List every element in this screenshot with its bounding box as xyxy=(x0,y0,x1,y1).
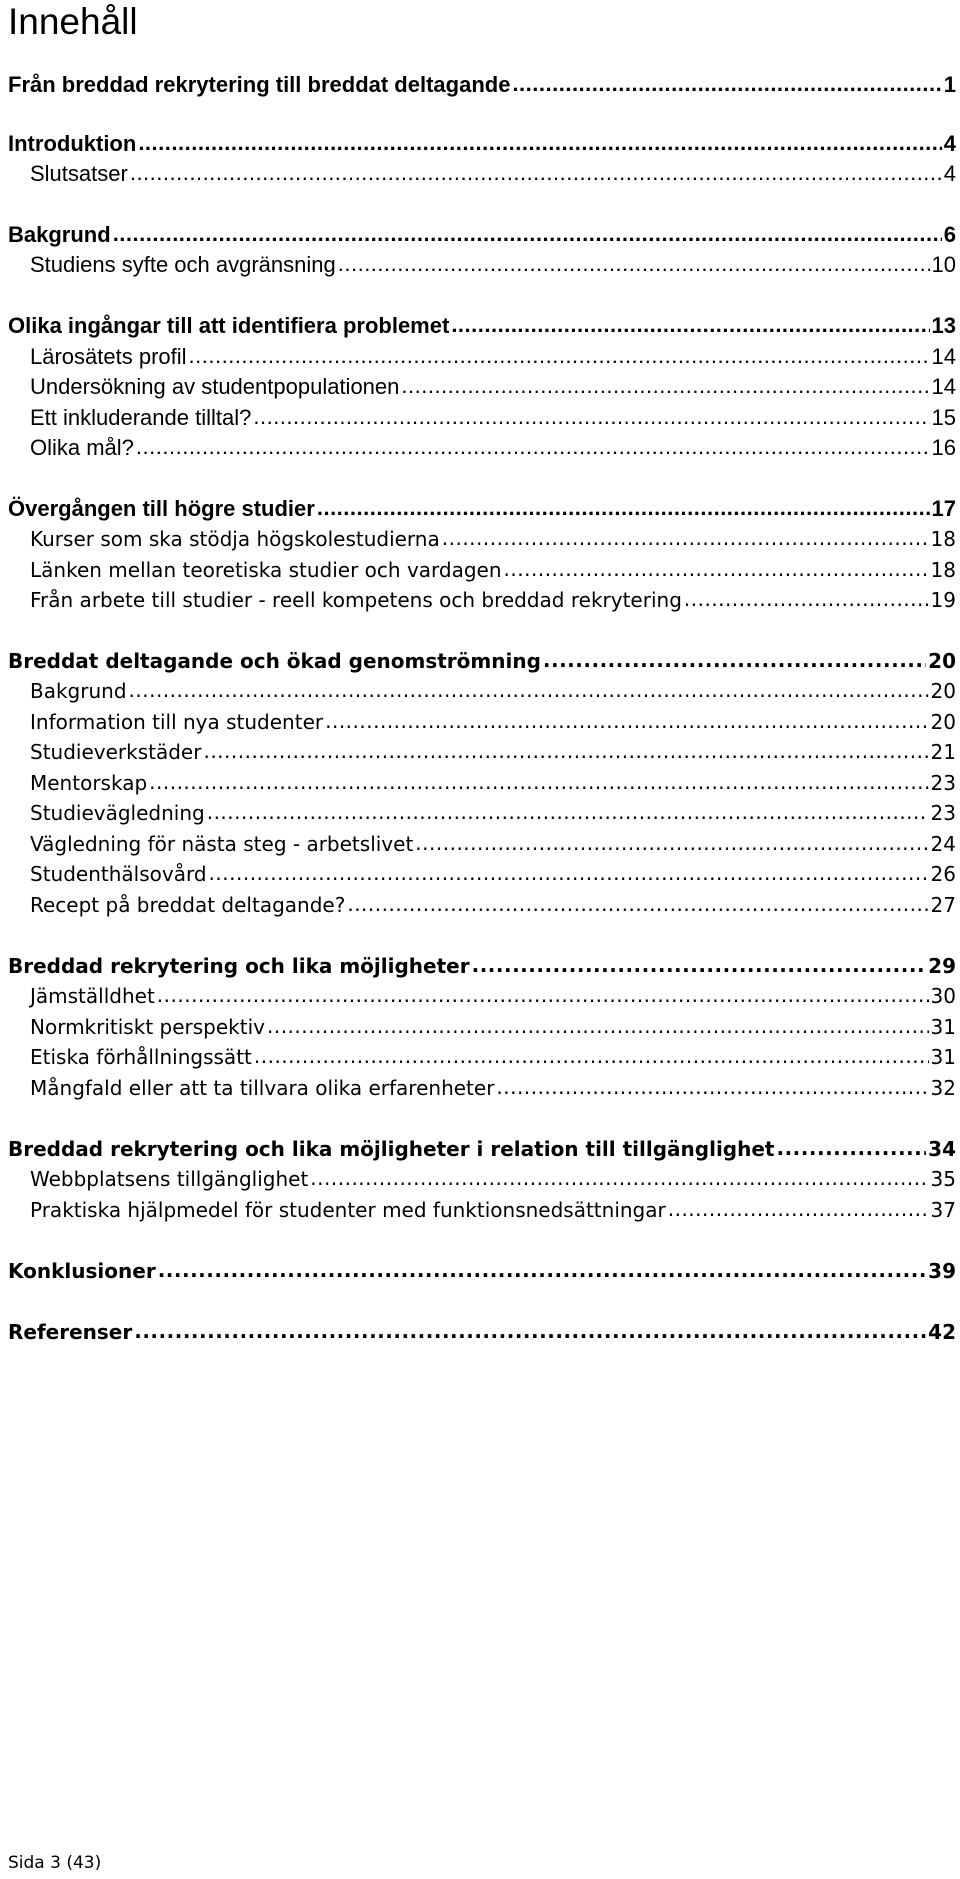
toc-entry-label: Lärosätets profil xyxy=(30,344,187,369)
toc-entry-page: 14 xyxy=(931,344,956,369)
toc-entry-page: 37 xyxy=(930,1198,956,1222)
toc-entry-page: 18 xyxy=(930,558,956,582)
dot-leader xyxy=(415,826,928,860)
dot-leader xyxy=(267,1009,929,1043)
toc-entry-page: 4 xyxy=(943,131,956,156)
toc-entry-label: Breddat deltagande och ökad genomströmning xyxy=(8,649,541,673)
toc-entry-label: Övergången till högre studier xyxy=(8,496,315,521)
toc-entry-label: Mentorskap xyxy=(30,771,148,795)
toc-entry-page: 23 xyxy=(930,801,956,825)
dot-leader xyxy=(253,400,929,434)
dot-leader xyxy=(347,887,928,921)
toc-entry-page: 24 xyxy=(930,832,956,856)
toc-entry-slutsatser[interactable] xyxy=(30,157,956,191)
dot-leader xyxy=(254,1039,929,1073)
toc-entry-label: Normkritiskt perspektiv xyxy=(30,1015,265,1039)
dot-leader xyxy=(138,126,941,160)
toc-entry-label: Studiens syfte och avgränsning xyxy=(30,252,336,277)
dot-leader xyxy=(338,247,930,281)
dot-leader xyxy=(189,339,930,373)
toc-entry-olika-mal[interactable] xyxy=(30,431,956,465)
toc-entry-page: 19 xyxy=(930,588,956,612)
dot-leader xyxy=(668,1192,929,1226)
toc-entry-olika-ingangar[interactable] xyxy=(8,309,956,343)
dot-leader xyxy=(776,1131,926,1165)
toc-entry-label: Slutsatser xyxy=(30,161,128,186)
toc-entry-referenser[interactable] xyxy=(8,1315,956,1349)
toc-entry-undersokning[interactable] xyxy=(30,370,956,404)
toc-entry-page: 16 xyxy=(931,435,956,460)
toc-entry-page: 20 xyxy=(928,649,956,673)
toc-entry-label: Etiska förhållningssätt xyxy=(30,1045,252,1069)
dot-leader xyxy=(512,67,941,101)
toc-entry-page: 29 xyxy=(928,954,956,978)
toc-entry-page: 13 xyxy=(931,313,956,338)
toc-entry-label: Bakgrund xyxy=(8,222,111,247)
toc-entry-page: 30 xyxy=(930,984,956,1008)
toc-entry-recept[interactable] xyxy=(30,888,956,922)
page-footer: Sida 3 (43) xyxy=(8,1853,102,1873)
dot-leader xyxy=(325,704,928,738)
toc-entry-page: 32 xyxy=(930,1076,956,1100)
toc-entry-kurser[interactable] xyxy=(30,522,956,556)
toc-entry-page: 15 xyxy=(931,405,956,430)
dot-leader xyxy=(317,491,930,525)
dot-leader xyxy=(543,643,926,677)
toc-entry-label: Bakgrund xyxy=(30,679,127,703)
toc-entry-fran-arbete[interactable] xyxy=(30,583,956,617)
toc-entry-page: 23 xyxy=(930,771,956,795)
toc-entry-label: Länken mellan teoretiska studier och vardagen xyxy=(30,558,502,582)
toc-entry-label: Breddad rekrytering och lika möjligheter xyxy=(8,954,470,978)
toc-entry-label: Jämställdhet xyxy=(30,984,155,1008)
toc-entry-studenthalsovard[interactable] xyxy=(30,857,956,891)
toc-entry-page: 17 xyxy=(931,496,956,521)
toc-entry-konklusioner[interactable] xyxy=(8,1254,956,1288)
toc-entry-praktiska[interactable] xyxy=(30,1193,956,1227)
toc-entry-mangfald[interactable] xyxy=(30,1071,956,1105)
toc-entry-page: 1 xyxy=(943,72,956,97)
toc-entry-page: 20 xyxy=(930,710,956,734)
toc-entry-label: Breddad rekrytering och lika möjligheter i relation till tillgänglighet xyxy=(8,1137,775,1161)
toc-entry-label: Webbplatsens tillgänglighet xyxy=(30,1167,309,1191)
toc-entry-page: 4 xyxy=(943,161,956,186)
dot-leader xyxy=(134,1314,926,1348)
dot-leader xyxy=(472,948,927,982)
toc-entry-page: 42 xyxy=(928,1320,956,1344)
toc-entry-bakgrund-2[interactable] xyxy=(30,674,956,708)
toc-entry-label: Undersökning av studentpopulationen xyxy=(30,374,400,399)
page-title: Innehåll xyxy=(8,1,138,42)
toc-entry-page: 35 xyxy=(930,1167,956,1191)
toc-entry-label: Konklusioner xyxy=(8,1259,156,1283)
toc-entry-label: Kurser som ska stödja högskolestudierna xyxy=(30,527,440,551)
dot-leader xyxy=(310,1161,928,1195)
toc-entry-label: Olika ingångar till att identifiera problemet xyxy=(8,313,450,338)
toc-entry-label: Information till nya studenter xyxy=(30,710,324,734)
dot-leader xyxy=(207,795,929,829)
toc-entry-webbplatsens[interactable] xyxy=(30,1162,956,1196)
dot-leader xyxy=(442,521,929,555)
toc-entry-studievagledning[interactable] xyxy=(30,796,956,830)
toc-entry-page: 31 xyxy=(930,1015,956,1039)
dot-leader xyxy=(149,765,928,799)
toc-entry-label: Från arbete till studier - reell kompetens och breddad rekrytering xyxy=(30,588,682,612)
toc-entry-page: 39 xyxy=(928,1259,956,1283)
toc-entry-etiska[interactable] xyxy=(30,1040,956,1074)
toc-entry-page: 20 xyxy=(930,679,956,703)
dot-leader xyxy=(158,1253,926,1287)
toc-entry-label: Recept på breddat deltagande? xyxy=(30,893,346,917)
toc-entry-page: 18 xyxy=(930,527,956,551)
toc-entry-label: Olika mål? xyxy=(30,435,134,460)
toc-entry-label: Från breddad rekrytering till breddat deltagande xyxy=(8,72,511,97)
toc-entry-label: Ett inkluderande tilltal? xyxy=(30,405,252,430)
dot-leader xyxy=(504,552,929,586)
dot-leader xyxy=(136,430,930,464)
toc-entry-label: Mångfald eller att ta tillvara olika erfarenheter xyxy=(30,1076,495,1100)
toc-entry-label: Studievägledning xyxy=(30,801,205,825)
toc-entry-page: 14 xyxy=(931,374,956,399)
dot-leader xyxy=(496,1070,928,1104)
toc-entry-studieverkstader[interactable] xyxy=(30,735,956,769)
toc-entry-label: Studenthälsovård xyxy=(30,862,207,886)
toc-entry-label: Studieverkstäder xyxy=(30,740,202,764)
toc-entry-jamstalldhet[interactable] xyxy=(30,979,956,1013)
dot-leader xyxy=(203,734,928,768)
dot-leader xyxy=(401,369,929,403)
dot-leader xyxy=(451,308,929,342)
toc-entry-studiens-syfte[interactable] xyxy=(30,248,956,282)
toc-entry-page: 26 xyxy=(930,862,956,886)
toc-entry-page: 6 xyxy=(943,222,956,247)
toc-entry-page: 21 xyxy=(930,740,956,764)
toc-entry-label: Referenser xyxy=(8,1320,133,1344)
dot-leader xyxy=(113,217,942,251)
toc-entry-label: Introduktion xyxy=(8,131,137,156)
toc-entry-label: Praktiska hjälpmedel för studenter med funktionsnedsättningar xyxy=(30,1198,666,1222)
dot-leader xyxy=(129,673,929,707)
toc-entry-page: 34 xyxy=(928,1137,956,1161)
dot-leader xyxy=(209,856,929,890)
toc-entry-page: 27 xyxy=(930,893,956,917)
dot-leader xyxy=(130,156,942,190)
toc-entry-page: 10 xyxy=(931,252,956,277)
dot-leader xyxy=(684,582,929,616)
dot-leader xyxy=(157,978,929,1012)
toc-entry-fran-breddad-rekrytering[interactable] xyxy=(8,68,956,102)
toc-entry-label: Vägledning för nästa steg - arbetslivet xyxy=(30,832,414,856)
toc-entry-page: 31 xyxy=(930,1045,956,1069)
